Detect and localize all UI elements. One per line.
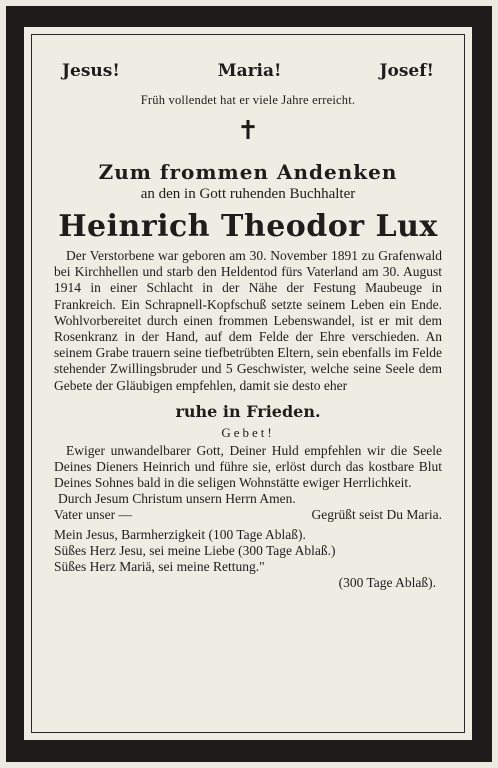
gegruesst-maria: Gegrüßt seist Du Maria. [311,506,442,522]
card-paper [24,27,472,740]
holy-names [54,61,442,81]
prayer-text: Ewiger unwandelbarer Gott, Deiner Huld empfehlen wir die Seele Deines Dieners Heinrich und führe sie, erlöst durch das kostbare Blut Deines Sohnes bald in die seligen Wohnstätte ewiger Herrlichkeit. [54,442,442,490]
biography-text: Der Verstorbene war geboren am 30. November 1891 zu Grafenwald bei Kirchhellen und starb den Heldentod fürs Vaterland am 30. August 1914 in einer Schlacht in der Nähe der Festung Maubeuge in Frankreich. Ein Schrapnell-Kopfschuß setzte seinem Leben ein Ende. Wohlvorbereitet durch einen frommen Lebenswandel, ist er mit dem Rosenkranz in der Hand, auf dem Felde der Ehre verschieden. An seinem Grabe trauern seine tiefbetrübten Eltern, sein ebenfalls im Felde stehender Zwillingsbruder und 5 Geschwister, welche seine Seele dem Gebete der Gläubigen empfehlen, damit sie desto eher [54,248,442,393]
indulgence-note: (300 Tage Ablaß). [338,574,436,590]
name-jesus: Jesus! [62,61,120,81]
cross-icon: ✝ [237,116,259,146]
ejaculation-2: Süßes Herz Jesu, sei meine Liebe (300 Tage Ablaß.) [54,542,336,558]
ejaculation-3: Süßes Herz Mariä, sei meine Rettung." [54,558,265,574]
inner-frame [31,34,465,733]
vater-unser: Vater unser — [54,506,132,522]
card-content [32,35,464,732]
prayer-heading: Gebet! [221,424,275,440]
prayer-amen: Durch Jesum Christum unsern Herrn Amen. [58,490,296,506]
deceased-name: Heinrich Theodor Lux [58,209,438,244]
prayer-row [54,507,442,523]
name-maria: Maria! [217,61,282,81]
epigraph: Früh vollendet hat er viele Jahre erreicht. [140,93,356,107]
name-josef: Josef! [379,61,434,81]
rest-in-peace: ruhe in Frieden. [175,401,321,421]
memorial-subheading: an den in Gott ruhenden Buchhalter [140,186,356,202]
memorial-heading: Zum frommen Andenken [98,160,398,184]
ejaculation-1: Mein Jesus, Barmherzigkeit (100 Tage Ablaß). [54,526,306,542]
